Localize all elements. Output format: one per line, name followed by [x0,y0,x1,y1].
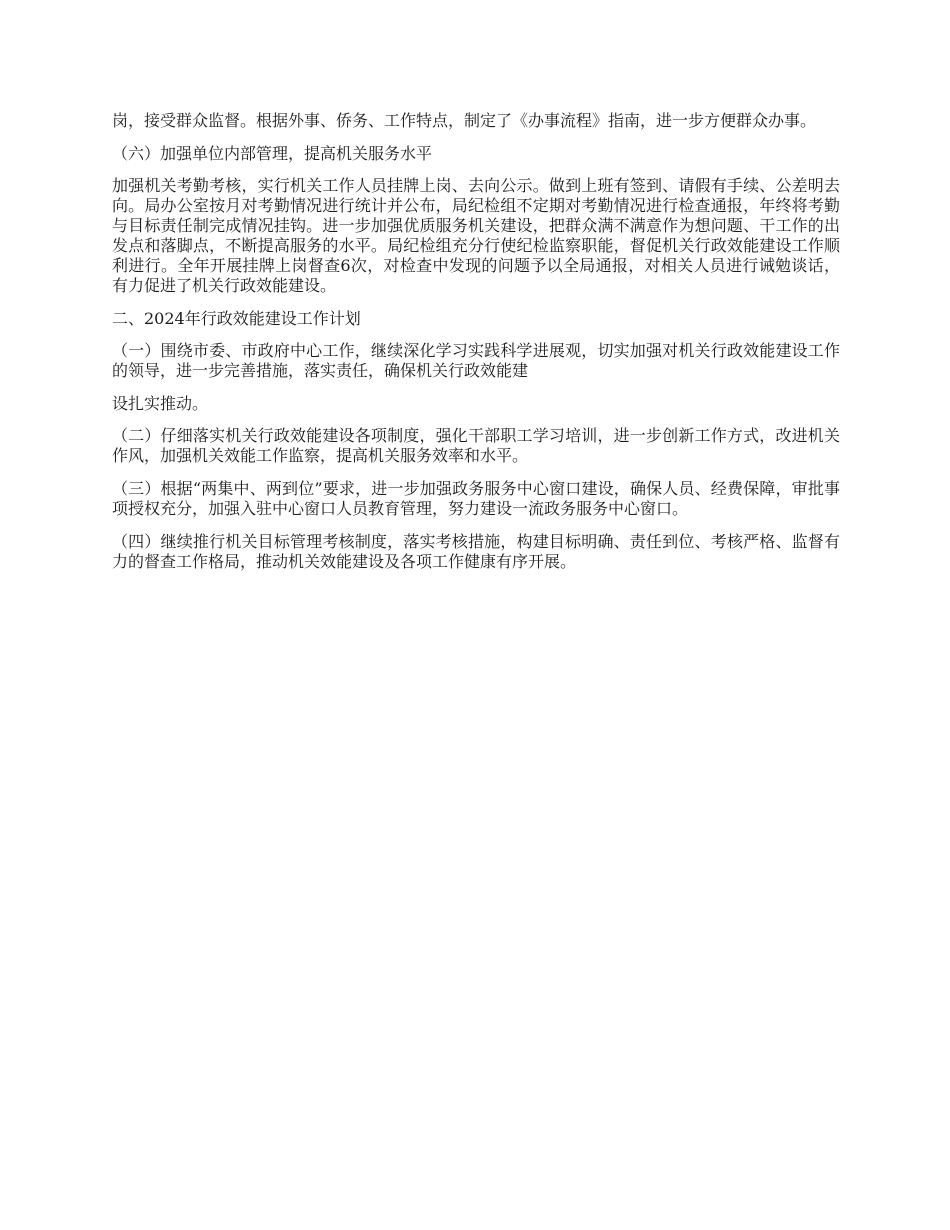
heading-section-six: （六）加强单位内部管理，提高机关服务水平 [112,144,433,163]
paragraph-plan-one-continued: 设扎实推动。 [112,394,209,413]
paragraph-attendance: 加强机关考勤考核，实行机关工作人员挂牌上岗、去向公示。做到上班有签到、请假有手续、公差明去向。局办公室按月对考勤情况进行统计并公布，局纪检组不定期对考勤情况进行检查通报，年终将考勤与目标责任制完成情况挂钩。进一步加强优质服务机关建设，把群众满不满意作为想问题、干工作的出发点和落脚点，不断提高服务的水平。局纪检组充分行使纪检监察职能，督促机关行政效能建设工作顺利进行。全年开展挂牌上岗督查6次，对检查中发现的问题予以全局通报，对相关人员进行诫勉谈话，有力促进了机关行政效能建设。 [112,176,840,295]
heading-2024-plan: 二、2024年行政效能建设工作计划 [112,309,361,328]
paragraph-plan-two: （二）仔细落实机关行政效能建设各项制度，强化干部职工学习培训，进一步创新工作方式，改进机关作风，加强机关效能工作监察，提高机关服务效率和水平。 [112,426,840,465]
paragraph-plan-four: （四）继续推行机关目标管理考核制度，落实考核措施，构建目标明确、责任到位、考核严格、监督有力的督查工作格局，推动机关效能建设及各项工作健康有序开展。 [112,532,840,571]
paragraph-plan-three: （三）根据“两集中、两到位”要求，进一步加强政务服务中心窗口建设，确保人员、经费保障，审批事项授权充分，加强入驻中心窗口人员教育管理，努力建设一流政务服务中心窗口。 [112,479,840,518]
document-body [112,111,840,585]
paragraph-plan-one: （一）围绕市委、市政府中心工作，继续深化学习实践科学进展观，切实加强对机关行政效能建设工作的领导，进一步完善措施，落实责任，确保机关行政效能建 [112,341,840,380]
paragraph-supervision: 岗，接受群众监督。根据外事、侨务、工作特点，制定了《办事流程》指南，进一步方便群众办事。 [112,111,817,130]
